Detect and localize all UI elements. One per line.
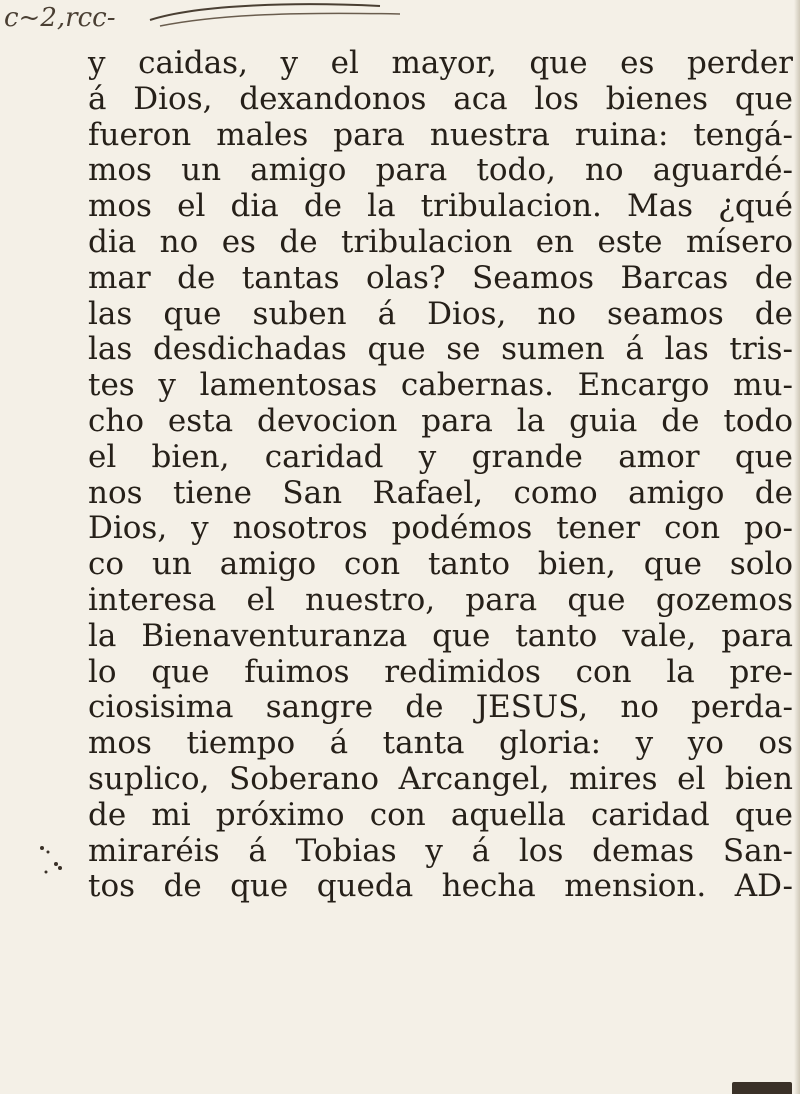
- text-line: tos de que queda hecha mension. AD-: [88, 868, 793, 905]
- scrawl-text: c~2,rcc-: [4, 3, 116, 33]
- page-edge-shadow: [794, 0, 800, 1094]
- text-line: las desdichadas que se sumen á las tris-: [88, 331, 793, 368]
- text-line: dia no es de tribulacion en este mísero: [88, 223, 793, 260]
- body-text: [88, 46, 793, 905]
- text-line: mos tiempo á tanta gloria: y yo os: [88, 725, 793, 762]
- text-line: mos el dia de la tribulacion. Mas ¿qué: [88, 188, 793, 225]
- text-line: Dios, y nosotros podémos tener con po-: [88, 510, 793, 547]
- text-line: miraréis á Tobias y á los demas San-: [88, 832, 793, 869]
- text-line: mar de tantas olas? Seamos Barcas de: [88, 259, 793, 296]
- handwritten-scrawl: [0, 0, 480, 44]
- text-line: co un amigo con tanto bien, que solo: [88, 546, 793, 583]
- text-line: nos tiene San Rafael, como amigo de: [88, 474, 793, 511]
- text-line: á Dios, dexandonos aca los bienes que: [88, 80, 793, 117]
- text-line: el bien, caridad y grande amor que: [88, 438, 793, 475]
- text-line: mos un amigo para todo, no aguardé-: [88, 152, 793, 189]
- margin-ink-dots: [36, 842, 66, 882]
- page-edge-mark: [732, 1082, 792, 1094]
- text-line: y caidas, y el mayor, que es perder: [88, 45, 793, 81]
- text-line: la Bienaventuranza que tanto vale, para: [88, 617, 793, 654]
- text-line: lo que fuimos redimidos con la pre-: [88, 653, 793, 690]
- text-line: suplico, Soberano Arcangel, mires el bien: [88, 760, 793, 797]
- text-line: de mi próximo con aquella caridad que: [88, 796, 793, 833]
- text-line: interesa el nuestro, para que gozemos: [88, 581, 793, 618]
- text-line: fueron males para nuestra ruina: tengá-: [88, 116, 793, 153]
- text-line: las que suben á Dios, no seamos de: [88, 295, 793, 332]
- text-line: cho esta devocion para la guia de todo: [88, 402, 793, 439]
- text-line: ciosisima sangre de JESUS, no perda-: [88, 689, 793, 726]
- text-line: tes y lamentosas cabernas. Encargo mu-: [88, 367, 793, 404]
